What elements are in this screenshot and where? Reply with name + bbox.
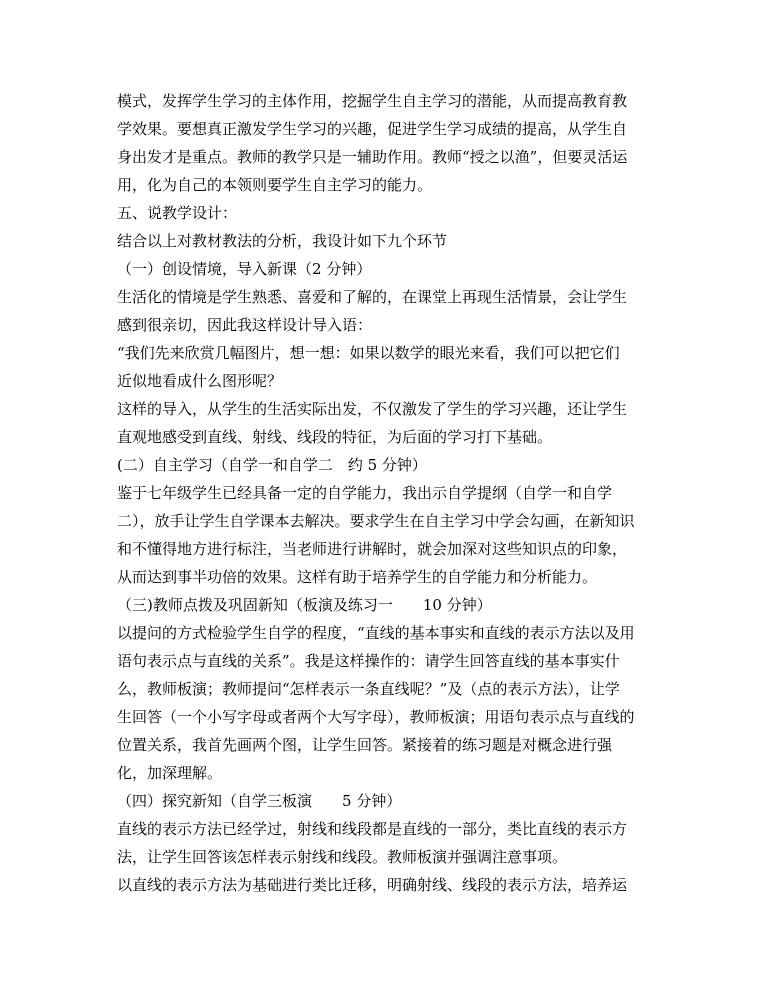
text-line: 法，让学生回答该怎样表示射线和线段。教师板演并强调注意事项。 (117, 848, 568, 866)
text-line: 语句表示点与直线的关系”。我是这样操作的：请学生回答直线的基本事实什 (117, 652, 620, 670)
text-line: 和不懂得地方进行标注，当老师进行讲解时，就会加深对这些知识点的印象， (117, 540, 628, 558)
text-line: 以提问的方式检验学生自学的程度，“直线的基本事实和直线的表示方法以及用 (117, 624, 635, 642)
text-line: 身出发才是重点。教师的教学只是一辅助作用。教师“授之以渔”，但要灵活运 (117, 148, 628, 166)
text-line: 位置关系，我首先画两个图，让学生回答。紧接着的练习题是对概念进行强 (117, 736, 613, 754)
subsection-heading: （四）探究新知（自学三板演 5 分钟） (117, 792, 402, 810)
text-line: 直观地感受到直线、射线、线段的特征，为后面的学习打下基础。 (117, 428, 553, 446)
subsection-heading: （三)教师点拨及巩固新知（板演及练习一 10 分钟） (117, 596, 492, 614)
text-line: 结合以上对教材教法的分析，我设计如下九个环节 (117, 232, 448, 250)
text-line: 模式，发挥学生学习的主体作用，挖掘学生自主学习的潜能，从而提高教育教 (117, 92, 628, 110)
text-line: 二），放手让学生自学课本去解决。要求学生在自主学习中学会勾画，在新知识 (117, 512, 635, 530)
text-line: 用，化为自己的本领则要学生自主学习的能力。 (117, 176, 433, 194)
text-line: 学效果。要想真正激发学生学习的兴趣，促进学生学习成绩的提高，从学生自 (117, 120, 628, 138)
text-line: “我们先来欣赏几幅图片，想一想：如果以数学的眼光来看，我们可以把它们 (117, 344, 620, 362)
text-line: 么，教师板演；教师提问“怎样表示一条直线呢？”及（点的表示方法），让学 (117, 680, 620, 698)
text-line: 化，加深理解。 (117, 764, 223, 782)
subsection-heading: （一）创设情境，导入新课（2 分钟） (117, 260, 372, 278)
text-line: 近似地看成什么图形呢？ (117, 372, 283, 390)
section-heading: 五、说教学设计： (117, 204, 238, 222)
text-line: 直线的表示方法已经学过，射线和线段都是直线的一部分，类比直线的表示方 (117, 820, 628, 838)
text-line: 生活化的情境是学生熟悉、喜爱和了解的，在课堂上再现生活情景，会让学生 (117, 288, 628, 306)
text-line: 这样的导入，从学生的生活实际出发，不仅激发了学生的学习兴趣，还让学生 (117, 400, 628, 418)
text-line: 以直线的表示方法为基础进行类比迁移，明确射线、线段的表示方法，培养运 (117, 876, 628, 894)
text-line: 从而达到事半功倍的效果。这样有助于培养学生的自学能力和分析能力。 (117, 568, 598, 586)
text-line: 生回答（一个小写字母或者两个大写字母），教师板演；用语句表示点与直线的 (117, 708, 635, 726)
subsection-heading: (二）自主学习（自学一和自学二 约 5 分钟） (117, 456, 427, 474)
text-line: 鉴于七年级学生已经具备一定的自学能力，我出示自学提纲（自学一和自学 (117, 484, 613, 502)
text-line: 感到很亲切，因此我这样设计导入语： (117, 316, 373, 334)
